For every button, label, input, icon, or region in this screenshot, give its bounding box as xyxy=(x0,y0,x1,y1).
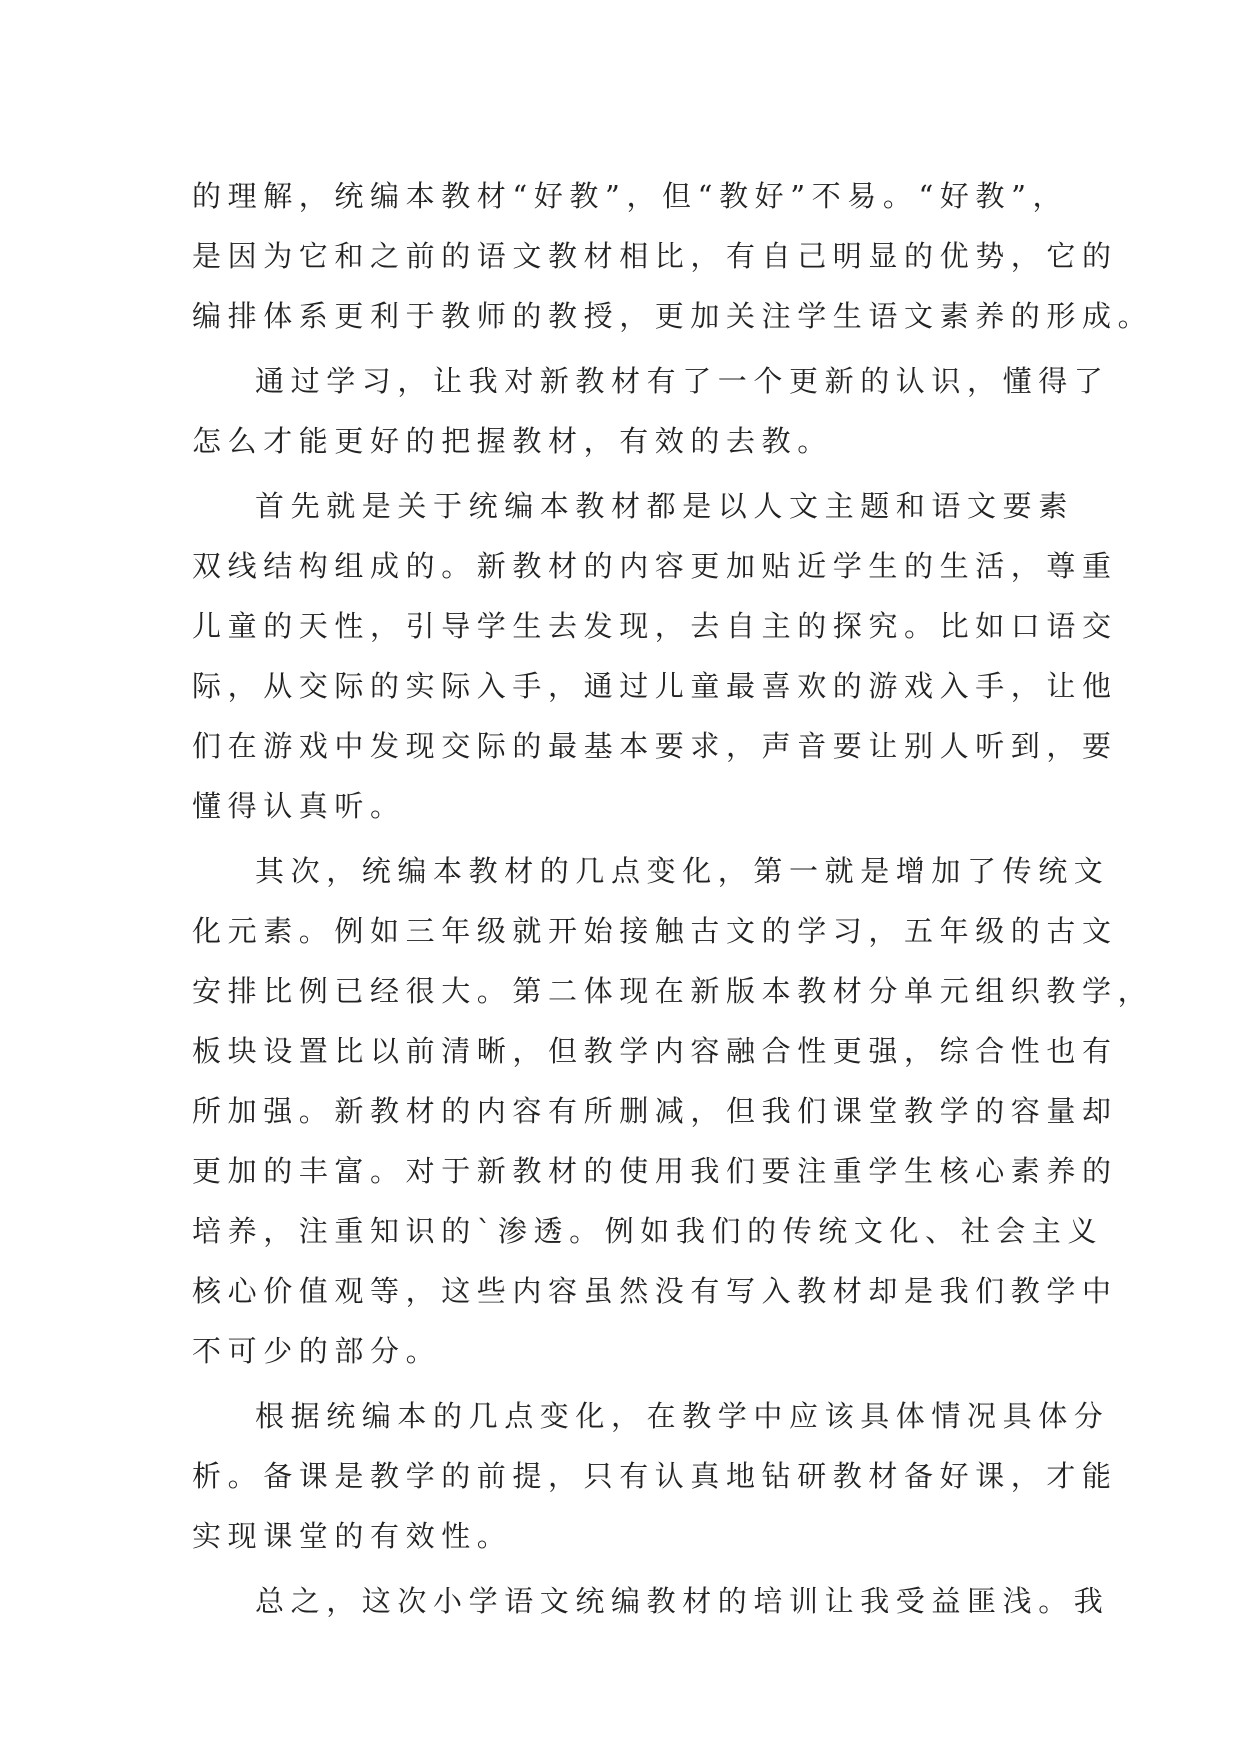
text-line-20: 不可少的部分。 xyxy=(192,1334,442,1368)
text-line-11: 懂得认真听。 xyxy=(192,789,406,823)
text-line-7: 双线结构组成的。新教材的内容更加贴近学生的生活，尊重 xyxy=(192,549,1118,583)
text-line-17: 更加的丰富。对于新教材的使用我们要注重学生核心素养的 xyxy=(192,1154,1118,1188)
text-line-2: 是因为它和之前的语文教材相比，有自己明显的优势，它的 xyxy=(192,239,1118,273)
text-line-18: 培养，注重知识的`渗透。例如我们的传统文化、社会主义 xyxy=(192,1214,1104,1248)
text-line-6: 首先就是关于统编本教材都是以人文主题和语文要素 xyxy=(255,489,1074,523)
text-line-8: 儿童的天性，引导学生去发现，去自主的探究。比如口语交 xyxy=(192,609,1118,643)
text-line-1: 的理解，统编本教材“好教”，但“教好”不易。“好教”， xyxy=(192,179,1069,213)
text-line-3: 编排体系更利于教师的教授，更加关注学生语文素养的形成。 xyxy=(192,299,1154,333)
text-line-10: 们在游戏中发现交际的最基本要求，声音要让别人听到，要 xyxy=(192,729,1118,763)
text-line-24: 总之，这次小学语文统编教材的培训让我受益匪浅。我 xyxy=(255,1584,1110,1618)
text-line-19: 核心价值观等，这些内容虽然没有写入教材却是我们教学中 xyxy=(192,1274,1118,1308)
text-line-16: 所加强。新教材的内容有所删减，但我们课堂教学的容量却 xyxy=(192,1094,1118,1128)
text-line-13: 化元素。例如三年级就开始接触古文的学习，五年级的古文 xyxy=(192,914,1118,948)
text-line-9: 际，从交际的实际入手，通过儿童最喜欢的游戏入手，让他 xyxy=(192,669,1118,703)
text-line-12: 其次，统编本教材的几点变化，第一就是增加了传统文 xyxy=(255,854,1110,888)
text-line-22: 析。备课是教学的前提，只有认真地钻研教材备好课，才能 xyxy=(192,1459,1118,1493)
text-line-21: 根据统编本的几点变化，在教学中应该具体情况具体分 xyxy=(255,1399,1110,1433)
text-line-15: 板块设置比以前清晰，但教学内容融合性更强，综合性也有 xyxy=(192,1034,1118,1068)
text-line-4: 通过学习，让我对新教材有了一个更新的认识，懂得了 xyxy=(255,364,1110,398)
text-line-5: 怎么才能更好的把握教材，有效的去教。 xyxy=(192,424,833,458)
text-line-14: 安排比例已经很大。第二体现在新版本教材分单元组织教学， xyxy=(192,974,1154,1008)
text-line-23: 实现课堂的有效性。 xyxy=(192,1519,513,1553)
